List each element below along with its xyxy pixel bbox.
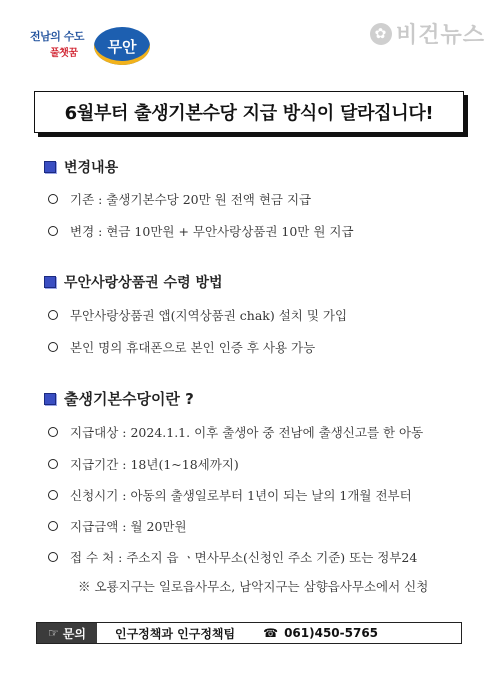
note-text: ※ 오룡지구는 일로읍사무소, 남악지구는 삼향읍사무소에서 신청 xyxy=(78,579,429,594)
logo-slogan-1: 전남의 수도 xyxy=(30,30,84,43)
list-item: 신청시기 : 아동의 출생일로부터 1년이 되는 날의 1개월 전부터 xyxy=(48,486,412,504)
circle-bullet-icon xyxy=(48,194,58,204)
section-heading-voucher xyxy=(44,272,223,292)
list-item: 본인 명의 휴대폰으로 본인 인증 후 사용 가능 xyxy=(48,338,315,356)
section-heading-text: 변경내용 xyxy=(64,160,119,176)
muan-logo-mark: 무안 xyxy=(94,27,150,65)
watermark-text: 비건뉴스 xyxy=(395,23,485,48)
section-heading-text: 출생기본수당이란 ? xyxy=(64,390,194,408)
contact-label: ☞ 문의 xyxy=(37,623,97,643)
circle-bullet-icon xyxy=(48,427,58,437)
contact-department: 인구정책과 인구정책팀 xyxy=(115,626,236,641)
circle-bullet-icon xyxy=(48,490,58,500)
square-bullet-icon xyxy=(44,393,56,405)
section-heading-about xyxy=(44,388,194,409)
list-item: 접 수 처 : 주소지 읍 ㆍ면사무소(신청인 주소 기준) 또는 정부24 xyxy=(48,548,417,566)
logo-slogan-2: 풀챗꿈 xyxy=(50,48,78,59)
list-item: 기존 : 출생기본수당 20만 원 전액 현금 지급 xyxy=(48,190,311,208)
circle-bullet-icon xyxy=(48,521,58,531)
list-item: 지급기간 : 18년(1~18세까지) xyxy=(48,455,239,473)
square-bullet-icon xyxy=(44,276,56,288)
list-item: 지급대상 : 2024.1.1. 이후 출생아 중 전남에 출생신고를 한 아동 xyxy=(48,423,423,441)
square-bullet-icon xyxy=(44,161,56,173)
flower-icon: ✿ xyxy=(370,23,392,45)
list-item: 지급금액 : 월 20만원 xyxy=(48,517,187,535)
section-heading-changes xyxy=(44,157,118,177)
contact-bar xyxy=(36,622,462,644)
telephone-icon: ☎ xyxy=(263,626,279,640)
list-item: 변경 : 현금 10만원 + 무안사랑상품권 10만 원 지급 xyxy=(48,222,354,240)
circle-bullet-icon xyxy=(48,342,58,352)
circle-bullet-icon xyxy=(48,552,58,562)
section-heading-text: 무안사랑상품권 수령 방법 xyxy=(64,275,223,291)
circle-bullet-icon xyxy=(48,459,58,469)
list-item: 무안사랑상품권 앱(지역상품권 chak) 설치 및 가입 xyxy=(48,306,347,324)
circle-bullet-icon xyxy=(48,226,58,236)
notice-title: 6월부터 출생기본수당 지급 방식이 달라집니다! xyxy=(34,91,464,133)
municipal-logo xyxy=(30,22,150,72)
contact-phone: ☎ 061)450-5765 xyxy=(263,626,379,640)
pointing-hand-icon: ☞ xyxy=(48,626,59,640)
circle-bullet-icon xyxy=(48,310,58,320)
watermark xyxy=(370,18,485,49)
